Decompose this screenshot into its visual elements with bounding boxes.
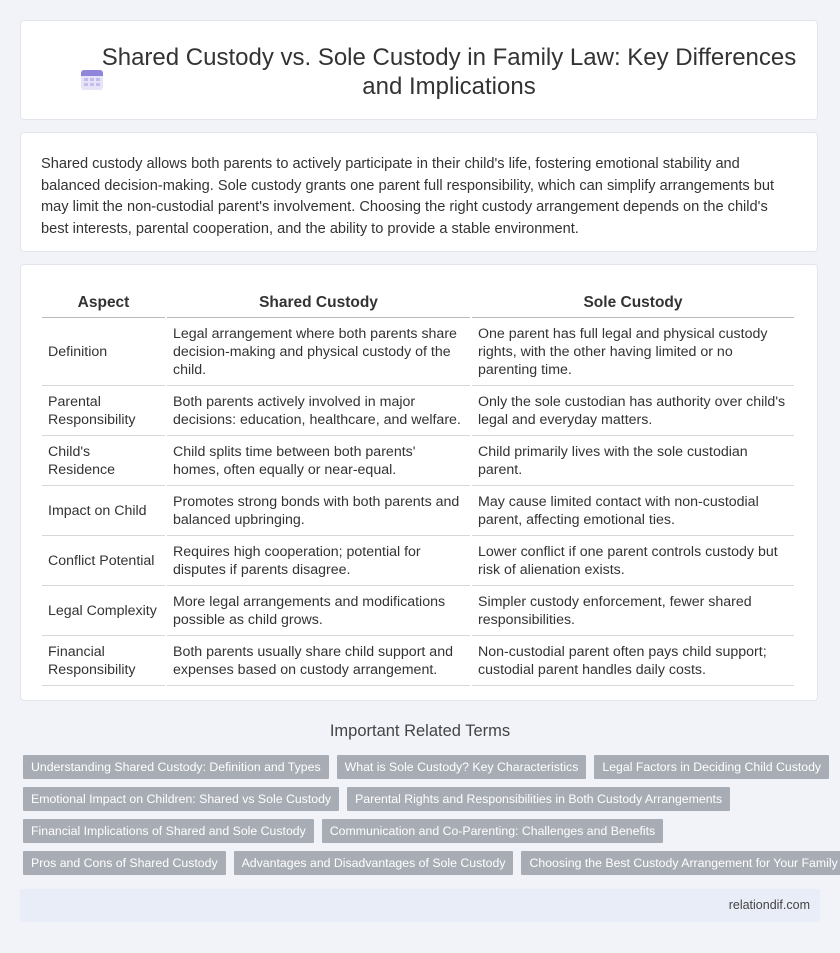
sole-cell: Child primarily lives with the sole custodian parent. bbox=[472, 436, 794, 486]
related-term-tag[interactable]: Parental Rights and Responsibilities in Both Custody Arrangements bbox=[347, 787, 730, 811]
aspect-cell: Impact on Child bbox=[42, 486, 165, 536]
tag-row bbox=[23, 787, 730, 811]
related-term-tag[interactable]: Financial Implications of Shared and Sole Custody bbox=[23, 819, 314, 843]
sole-cell: Non-custodial parent often pays child support; custodial parent handles daily costs. bbox=[472, 636, 794, 686]
related-term-tag[interactable]: Understanding Shared Custody: Definition and Types bbox=[23, 755, 329, 779]
shared-cell: Child splits time between both parents' homes, often equally or near-equal. bbox=[167, 436, 470, 486]
shared-cell: Both parents actively involved in major decisions: education, healthcare, and welfare. bbox=[167, 386, 470, 436]
shared-cell: Legal arrangement where both parents share decision-making and physical custody of the child. bbox=[167, 318, 470, 386]
aspect-cell: Child's Residence bbox=[42, 436, 165, 486]
page-title: Shared Custody vs. Sole Custody in Family Law: Key Differences and Implications bbox=[101, 44, 797, 100]
table-row bbox=[42, 536, 794, 586]
aspect-cell: Financial Responsibility bbox=[42, 636, 165, 686]
sole-cell: May cause limited contact with non-custodial parent, affecting emotional ties. bbox=[472, 486, 794, 536]
shared-cell: Promotes strong bonds with both parents and balanced upbringing. bbox=[167, 486, 470, 536]
title-card bbox=[20, 20, 818, 120]
related-term-tag[interactable]: Communication and Co-Parenting: Challenges and Benefits bbox=[322, 819, 663, 843]
column-header: Aspect bbox=[42, 289, 165, 318]
aspect-cell: Parental Responsibility bbox=[42, 386, 165, 436]
table-row bbox=[42, 436, 794, 486]
related-term-tag[interactable]: Legal Factors in Deciding Child Custody bbox=[594, 755, 829, 779]
column-header: Sole Custody bbox=[472, 289, 794, 318]
intro-paragraph: Shared custody allows both parents to actively participate in their child's life, fostering emotional stability and balanced decision-making. Sole custody grants one parent full responsibility, which can simplify arrangements but may limit the non-custodial parent's involvement. Choosing the right custody arrangement depends on the child's best interests, parental cooperation, and the ability to provide a stable environment. bbox=[41, 156, 775, 237]
tag-row bbox=[23, 851, 840, 875]
intro-card bbox=[20, 132, 818, 252]
column-header: Shared Custody bbox=[167, 289, 470, 318]
aspect-cell: Definition bbox=[42, 318, 165, 386]
tag-row bbox=[23, 819, 663, 843]
related-term-tag[interactable]: Advantages and Disadvantages of Sole Custody bbox=[234, 851, 514, 875]
table-header-row bbox=[42, 289, 794, 318]
sole-cell: Lower conflict if one parent controls custody but risk of alienation exists. bbox=[472, 536, 794, 586]
shared-cell: Requires high cooperation; potential for disputes if parents disagree. bbox=[167, 536, 470, 586]
comparison-table bbox=[40, 289, 796, 686]
related-term-tag[interactable]: Choosing the Best Custody Arrangement for Your Family bbox=[521, 851, 840, 875]
shared-cell: More legal arrangements and modifications possible as child grows. bbox=[167, 586, 470, 636]
footer-site-link[interactable]: relationdif.com bbox=[728, 898, 810, 912]
table-row bbox=[42, 636, 794, 686]
sole-cell: One parent has full legal and physical custody rights, with the other having limited or no parenting time. bbox=[472, 318, 794, 386]
table-row bbox=[42, 386, 794, 436]
aspect-cell: Legal Complexity bbox=[42, 586, 165, 636]
sole-cell: Simpler custody enforcement, fewer shared responsibilities. bbox=[472, 586, 794, 636]
table-row bbox=[42, 318, 794, 386]
related-term-tag[interactable]: Emotional Impact on Children: Shared vs Sole Custody bbox=[23, 787, 339, 811]
table-row bbox=[42, 486, 794, 536]
related-terms-heading: Important Related Terms bbox=[329, 722, 511, 740]
shared-cell: Both parents usually share child support and expenses based on custody arrangement. bbox=[167, 636, 470, 686]
related-term-tag[interactable]: What is Sole Custody? Key Characteristics bbox=[337, 755, 587, 779]
tag-row bbox=[23, 755, 829, 779]
sole-cell: Only the sole custodian has authority over child's legal and everyday matters. bbox=[472, 386, 794, 436]
comparison-table-card bbox=[20, 264, 818, 701]
table-row bbox=[42, 586, 794, 636]
footer bbox=[20, 889, 820, 922]
related-term-tag[interactable]: Pros and Cons of Shared Custody bbox=[23, 851, 226, 875]
aspect-cell: Conflict Potential bbox=[42, 536, 165, 586]
